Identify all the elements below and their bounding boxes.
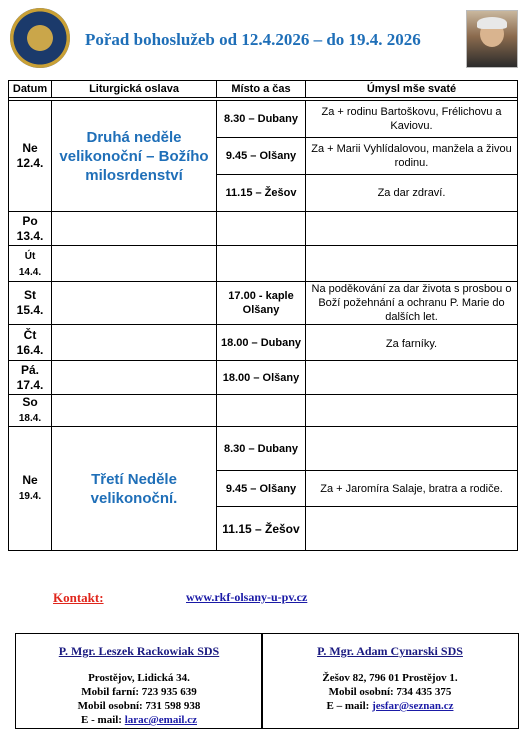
intent-cell: Na poděkování za dar života s prosbou o Boží požehnání a ochranu P. Marie do dalších let. — [306, 282, 518, 325]
email-link[interactable]: jesfar@seznan.cz — [372, 700, 454, 712]
header-date: Datum — [9, 81, 52, 98]
day-cell — [9, 395, 52, 427]
priest-name: P. Mgr. Leszek Rackowiak SDS — [58, 644, 220, 658]
place-cell: 11.15 – Žešov — [217, 175, 306, 212]
day-cell — [9, 282, 52, 325]
day-name: Ne — [22, 141, 38, 155]
intent-cell: Za + Jaromíra Salaje, bratra a rodiče. — [306, 471, 518, 507]
table-row — [9, 395, 518, 427]
place-cell: 17.00 - kaple Olšany — [217, 282, 306, 325]
place-cell: 8.30 – Dubany — [217, 427, 306, 471]
priest-portrait-icon — [466, 10, 518, 68]
header-place: Místo a čas — [217, 81, 306, 98]
place-cell: 9.45 – Olšany — [217, 138, 306, 175]
priest-email-line — [16, 714, 262, 726]
intent-cell — [306, 212, 518, 246]
priest-address: Prostějov, Lidická 34. — [88, 672, 190, 684]
feast-cell — [52, 246, 217, 282]
email-link[interactable]: larac@email.cz — [124, 714, 197, 726]
feast-cell: Třetí Neděle velikonoční. — [52, 427, 217, 551]
day-cell — [9, 361, 52, 395]
intent-cell: Za farníky. — [306, 325, 518, 361]
page-title: Pořad bohoslužeb od 12.4.2026 – do 19.4. 2026 — [85, 30, 421, 49]
place-cell — [217, 246, 306, 282]
table-row — [9, 361, 518, 395]
day-name: Ne — [22, 473, 38, 487]
day-date: 15.4. — [16, 303, 44, 317]
email-label: E - mail: — [81, 714, 122, 726]
parish-seal-icon — [10, 8, 70, 68]
day-date: 19.4. — [18, 491, 42, 502]
email-label: E – mail: — [326, 700, 370, 712]
table-row — [9, 246, 518, 282]
place-cell: 11.15 – Žešov — [217, 507, 306, 551]
priest-address: Žešov 82, 796 01 Prostějov 1. — [322, 672, 458, 684]
table-row — [9, 101, 518, 138]
intent-cell — [306, 427, 518, 471]
contact-label: Kontakt: — [53, 590, 104, 605]
place-cell — [217, 395, 306, 427]
place-cell: 8.30 – Dubany — [217, 101, 306, 138]
place-cell: 9.45 – Olšany — [217, 471, 306, 507]
day-name: Pá. — [20, 362, 39, 377]
priest-card-2 — [261, 633, 519, 729]
priest-phone-personal: Mobil osobní: 731 598 938 — [77, 700, 201, 712]
feast-cell — [52, 325, 217, 361]
priest-card-1 — [15, 633, 263, 729]
intent-cell — [306, 361, 518, 395]
day-cell — [9, 325, 52, 361]
place-cell: 18.00 – Olšany — [217, 361, 306, 395]
day-date: 17.4. — [16, 377, 44, 392]
day-cell — [9, 101, 52, 212]
place-cell — [217, 212, 306, 246]
website-link[interactable]: www.rkf-olsany-u-pv.cz — [186, 590, 308, 604]
table-row — [9, 325, 518, 361]
day-date: 16.4. — [16, 342, 44, 357]
intent-cell — [306, 395, 518, 427]
day-name: St — [24, 288, 36, 302]
schedule-table — [8, 80, 518, 551]
table-row — [9, 282, 518, 325]
feast-cell — [52, 212, 217, 246]
feast-cell — [52, 282, 217, 325]
priest-email-line — [262, 700, 518, 712]
intent-cell — [306, 246, 518, 282]
day-date: 14.4. — [18, 266, 42, 278]
priest-name: P. Mgr. Adam Cynarski SDS — [317, 644, 463, 658]
feast-cell — [52, 361, 217, 395]
feast-cell: Druhá neděle velikonoční – Božího milosrdenství — [52, 101, 217, 212]
day-name: Út — [24, 250, 36, 262]
day-name: Po — [22, 213, 38, 228]
header-feast: Liturgická oslava — [52, 81, 217, 98]
day-name: So — [22, 395, 38, 409]
place-cell: 18.00 – Dubany — [217, 325, 306, 361]
intent-cell: Za dar zdraví. — [306, 175, 518, 212]
priest-phone-personal: Mobil osobní: 734 435 375 — [328, 686, 452, 698]
day-date: 12.4. — [16, 156, 44, 170]
table-row — [9, 427, 518, 471]
day-name: Čt — [23, 327, 37, 342]
day-date: 13.4. — [16, 228, 44, 243]
day-cell — [9, 246, 52, 282]
portrait-hair — [477, 17, 507, 29]
day-date: 18.4. — [18, 413, 42, 424]
header-intent: Úmysl mše svaté — [306, 81, 518, 98]
feast-cell — [52, 395, 217, 427]
day-cell — [9, 427, 52, 551]
intent-cell: Za + rodinu Bartoškovu, Frélichovu a Kaviovu. — [306, 101, 518, 138]
day-cell — [9, 212, 52, 246]
priest-phone-parish: Mobil farní: 723 935 639 — [81, 686, 197, 698]
intent-cell: Za + Marii Vyhlídalovou, manžela a živou rodinu. — [306, 138, 518, 175]
table-header-row — [9, 81, 518, 98]
intent-cell — [306, 507, 518, 551]
table-row — [9, 212, 518, 246]
